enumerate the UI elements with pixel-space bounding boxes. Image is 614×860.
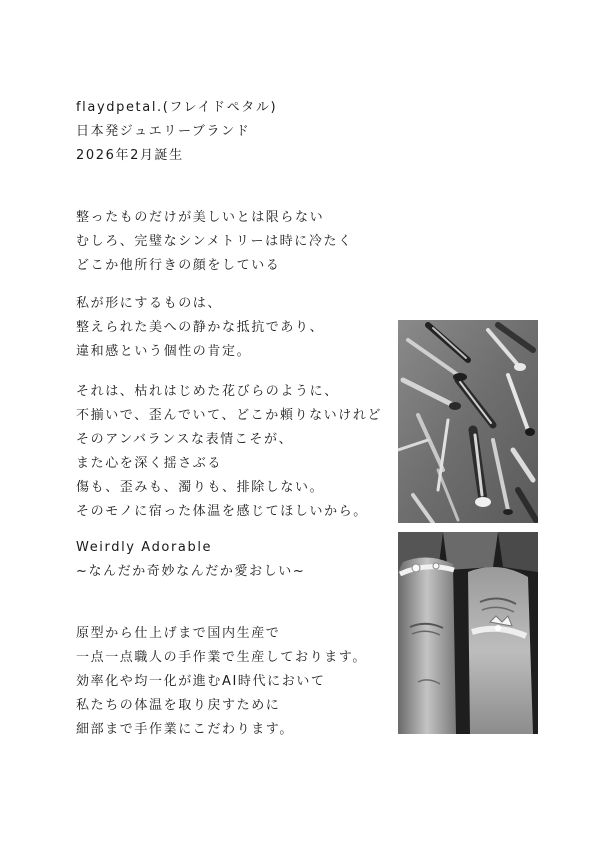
approach-line: 整えられた美への静かな抵抗であり、: [76, 320, 325, 335]
approach-line: 私が形にするものは、: [76, 296, 223, 311]
poem-line: 傷も、歪みも、濁りも、排除しない。: [76, 480, 325, 495]
approach-paragraph: [76, 292, 324, 364]
process-line: 細部まで手作業にこだわります。: [76, 722, 294, 737]
photo-tools: [398, 320, 538, 523]
process-line: 私たちの体温を取り戻すために: [76, 698, 281, 713]
poem-line: 不揃いで、歪んでいて、どこか頼りないけれど: [76, 408, 383, 423]
poem-line: そのモノに宿った体温を感じてほしいから。: [76, 504, 368, 519]
ring-hands-illustration: [398, 532, 538, 734]
tagline-title: Weirdly Adorable: [76, 540, 213, 555]
brand-header: [76, 96, 277, 168]
intro-paragraph: [76, 206, 353, 278]
brand-launch-date: 2026年2月誕生: [76, 148, 184, 163]
process-paragraph: [76, 622, 367, 742]
process-line: 一点一点職人の手作業で生産しております。: [76, 650, 367, 665]
poem-paragraph: [76, 380, 382, 524]
poem-line: そのアンバランスな表情こそが、: [76, 432, 294, 447]
tagline: [76, 536, 305, 584]
approach-line: 違和感という個性の肯定。: [76, 344, 252, 359]
photo-ring-hands: [398, 532, 538, 734]
tagline-subtitle: ~なんだか奇妙なんだか愛おしい~: [76, 564, 306, 579]
process-line: 効率化や均一化が進むAI時代において: [76, 674, 326, 689]
tools-illustration: [398, 320, 538, 523]
intro-line: どこか他所行きの顔をしている: [76, 258, 281, 273]
poem-line: また心を深く揺さぶる: [76, 456, 223, 471]
intro-line: 整ったものだけが美しいとは限らない: [76, 210, 325, 225]
process-line: 原型から仕上げまで国内生産で: [76, 626, 281, 641]
intro-line: むしろ、完璧なシンメトリーは時に冷たく: [76, 234, 353, 249]
brand-name: flaydpetal.(フレイドペタル): [76, 100, 278, 115]
brand-origin: 日本発ジュエリーブランド: [76, 124, 251, 139]
poem-line: それは、枯れはじめた花びらのように、: [76, 384, 339, 399]
